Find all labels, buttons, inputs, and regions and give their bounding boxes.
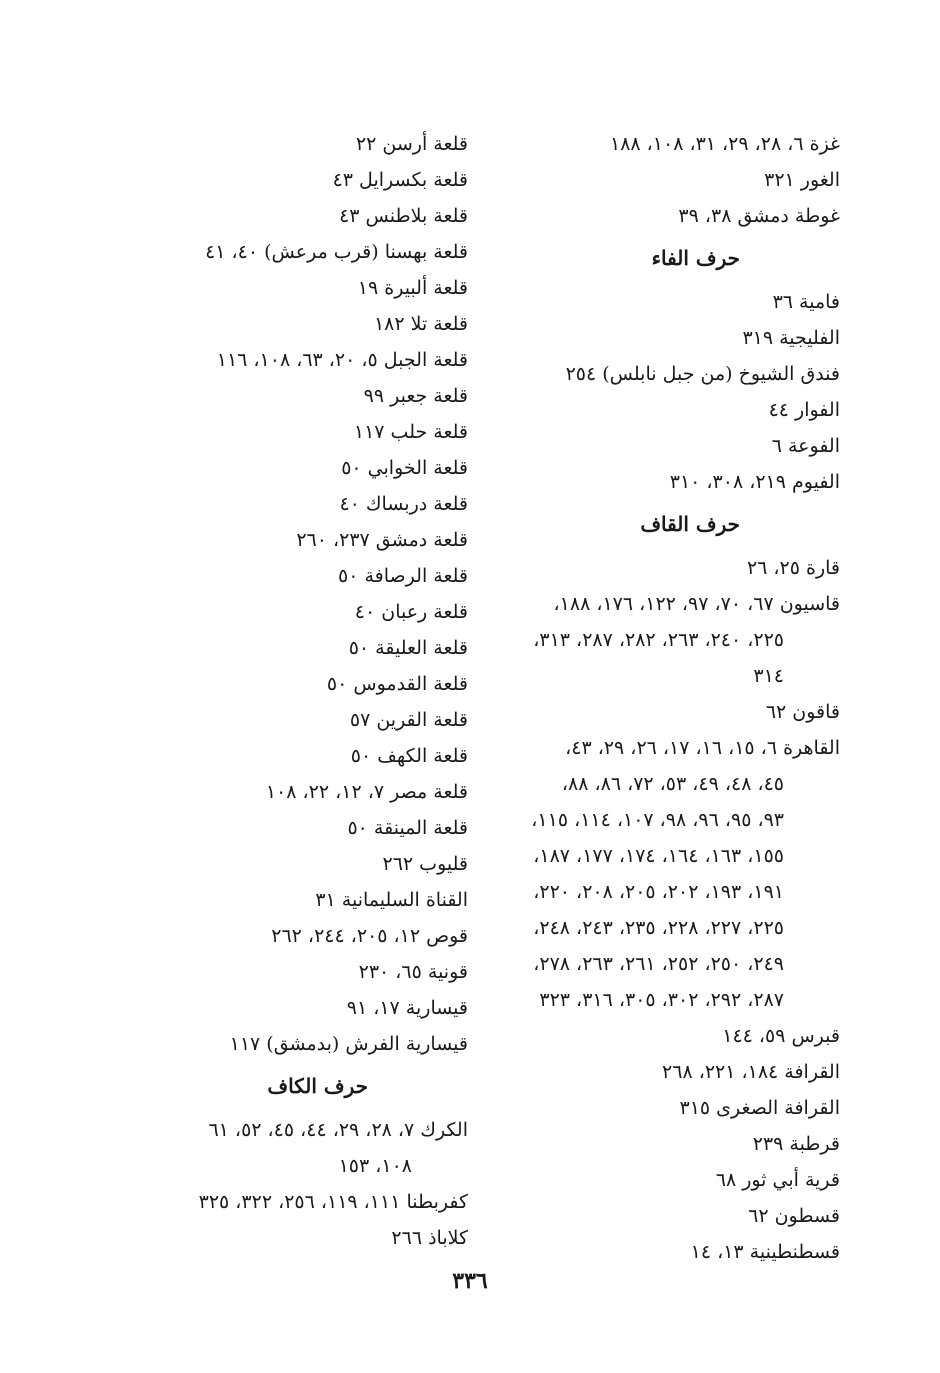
index-entry: قليوب ٢٦٢ [382, 853, 468, 875]
index-entry: الغور ٣٢١ [764, 169, 840, 191]
index-entry: قلعة أرسن ٢٢ [355, 133, 468, 155]
index-entry: كلاباذ ٢٦٦ [391, 1227, 468, 1249]
index-entry: الكرك ٧، ٢٨، ٢٩، ٤٤، ٤٥، ٥٢، ٦١ [208, 1119, 468, 1141]
index-entry: قلعة الجبل ٥، ٢٠، ٦٣، ١٠٨، ١١٦ [216, 349, 468, 371]
index-entry: قارة ٢٥، ٢٦ [746, 557, 840, 579]
index-entry-continuation: ١٥٥، ١٦٣، ١٦٤، ١٧٤، ١٧٧، ١٨٧، [533, 845, 784, 867]
index-entry: قسطون ٦٢ [748, 1205, 840, 1227]
index-entry: الفيوم ٢١٩، ٣٠٨، ٣١٠ [669, 471, 840, 493]
index-entry: قاقون ٦٢ [765, 701, 840, 723]
page-number: ٣٣٦ [452, 1268, 488, 1294]
index-entry: قوص ١٢، ٢٠٥، ٢٤٤، ٢٦٢ [271, 925, 468, 947]
index-column-right [490, 126, 840, 1270]
index-entry: فندق الشيوخ (من جبل نابلس) ٢٥٤ [565, 363, 840, 385]
index-column-left [108, 126, 468, 1256]
index-entry: قلعة المينقة ٥٠ [347, 817, 468, 839]
index-entry: قيسارية ١٧، ٩١ [346, 997, 468, 1019]
index-entry: قيسارية الفرش (بدمشق) ١١٧ [229, 1033, 468, 1055]
index-entry: قلعة بلاطنس ٤٣ [339, 205, 468, 227]
index-entry: القاهرة ٦، ١٥، ١٦، ١٧، ٢٦، ٢٩، ٤٣، [565, 737, 840, 759]
index-entry: قرية أبي ثور ٦٨ [715, 1169, 840, 1191]
index-entry-continuation: ١٠٨، ١٥٣ [338, 1155, 412, 1177]
index-entry: غزة ٦، ٢٨، ٢٩، ٣١، ١٠٨، ١٨٨ [609, 133, 840, 155]
index-entry-continuation: ٢٢٥، ٢٤٠، ٢٦٣، ٢٨٢، ٢٨٧، ٣١٣، [533, 629, 784, 651]
index-entry: قلعة العليقة ٥٠ [348, 637, 468, 659]
index-entry: قلعة دربساك ٤٠ [339, 493, 468, 515]
index-entry: القناة السليمانية ٣١ [315, 889, 468, 911]
index-entry: قلعة بهسنا (قرب مرعش) ٤٠، ٤١ [205, 241, 468, 263]
index-entry: قلعة مصر ٧، ١٢، ٢٢، ١٠٨ [265, 781, 468, 803]
index-entry: الفليجية ٣١٩ [742, 327, 840, 349]
index-entry: قسطنطينية ١٣، ١٤ [690, 1241, 840, 1263]
index-entry: قلعة دمشق ٢٣٧، ٢٦٠ [296, 529, 468, 551]
index-entry-continuation: ٣١٤ [753, 665, 784, 687]
index-entry-continuation: ٢٢٥، ٢٢٧، ٢٢٨، ٢٣٥، ٢٤٣، ٢٤٨، [533, 917, 784, 939]
index-entry: قلعة حلب ١١٧ [353, 421, 468, 443]
index-entry-continuation: ١٩١، ١٩٣، ٢٠٢، ٢٠٥، ٢٠٨، ٢٢٠، [533, 881, 784, 903]
index-entry: قلعة الخوابي ٥٠ [341, 457, 468, 479]
index-entry: قلعة بكسرايل ٤٣ [332, 169, 468, 191]
index-entry: القرافة ١٨٤، ٢٢١، ٢٦٨ [662, 1061, 840, 1083]
index-entry: الفوار ٤٤ [768, 399, 840, 421]
index-entry: فامية ٣٦ [772, 291, 840, 313]
section-heading: حرف الكاف [267, 1074, 368, 1098]
index-entry: قلعة الكهف ٥٠ [350, 745, 468, 767]
index-entry: قونية ٦٥، ٢٣٠ [358, 961, 468, 983]
index-entry: قلعة القرين ٥٧ [349, 709, 468, 731]
index-entry: قلعة ألبيرة ١٩ [357, 277, 468, 299]
index-entry: قرطبة ٢٣٩ [752, 1133, 840, 1155]
index-entry-continuation: ٢٤٩، ٢٥٠، ٢٥٢، ٢٦١، ٢٦٣، ٢٧٨، [533, 953, 784, 975]
index-entry: قلعة القدموس ٥٠ [326, 673, 468, 695]
index-entry: كفربطنا ١١١، ١١٩، ٢٥٦، ٣٢٢، ٣٢٥ [198, 1191, 468, 1213]
index-entry-continuation: ٤٥، ٤٨، ٤٩، ٥٣، ٧٢، ٨٦، ٨٨، [561, 773, 784, 795]
section-heading: حرف الفاء [651, 246, 740, 270]
section-heading: حرف القاف [640, 512, 740, 536]
index-entry: قاسيون ٦٧، ٧٠، ٩٧، ١٢٢، ١٧٦، ١٨٨، [553, 593, 840, 615]
index-entry: قلعة جعبر ٩٩ [363, 385, 468, 407]
index-entry: غوطة دمشق ٣٨، ٣٩ [678, 205, 840, 227]
index-entry-continuation: ٢٨٧، ٢٩٢، ٣٠٢، ٣٠٥، ٣١٦، ٣٢٣ [539, 989, 784, 1011]
index-entry: قبرس ٥٩، ١٤٤ [722, 1025, 840, 1047]
index-entry: قلعة تلا ١٨٢ [373, 313, 468, 335]
index-entry: الفوعة ٦ [771, 435, 840, 457]
index-entry: قلعة الرصافة ٥٠ [338, 565, 468, 587]
index-entry: قلعة رعبان ٤٠ [354, 601, 468, 623]
index-entry: القرافة الصغرى ٣١٥ [679, 1097, 840, 1119]
index-entry-continuation: ٩٣، ٩٥، ٩٦، ٩٨، ١٠٧، ١١٤، ١١٥، [531, 809, 784, 831]
